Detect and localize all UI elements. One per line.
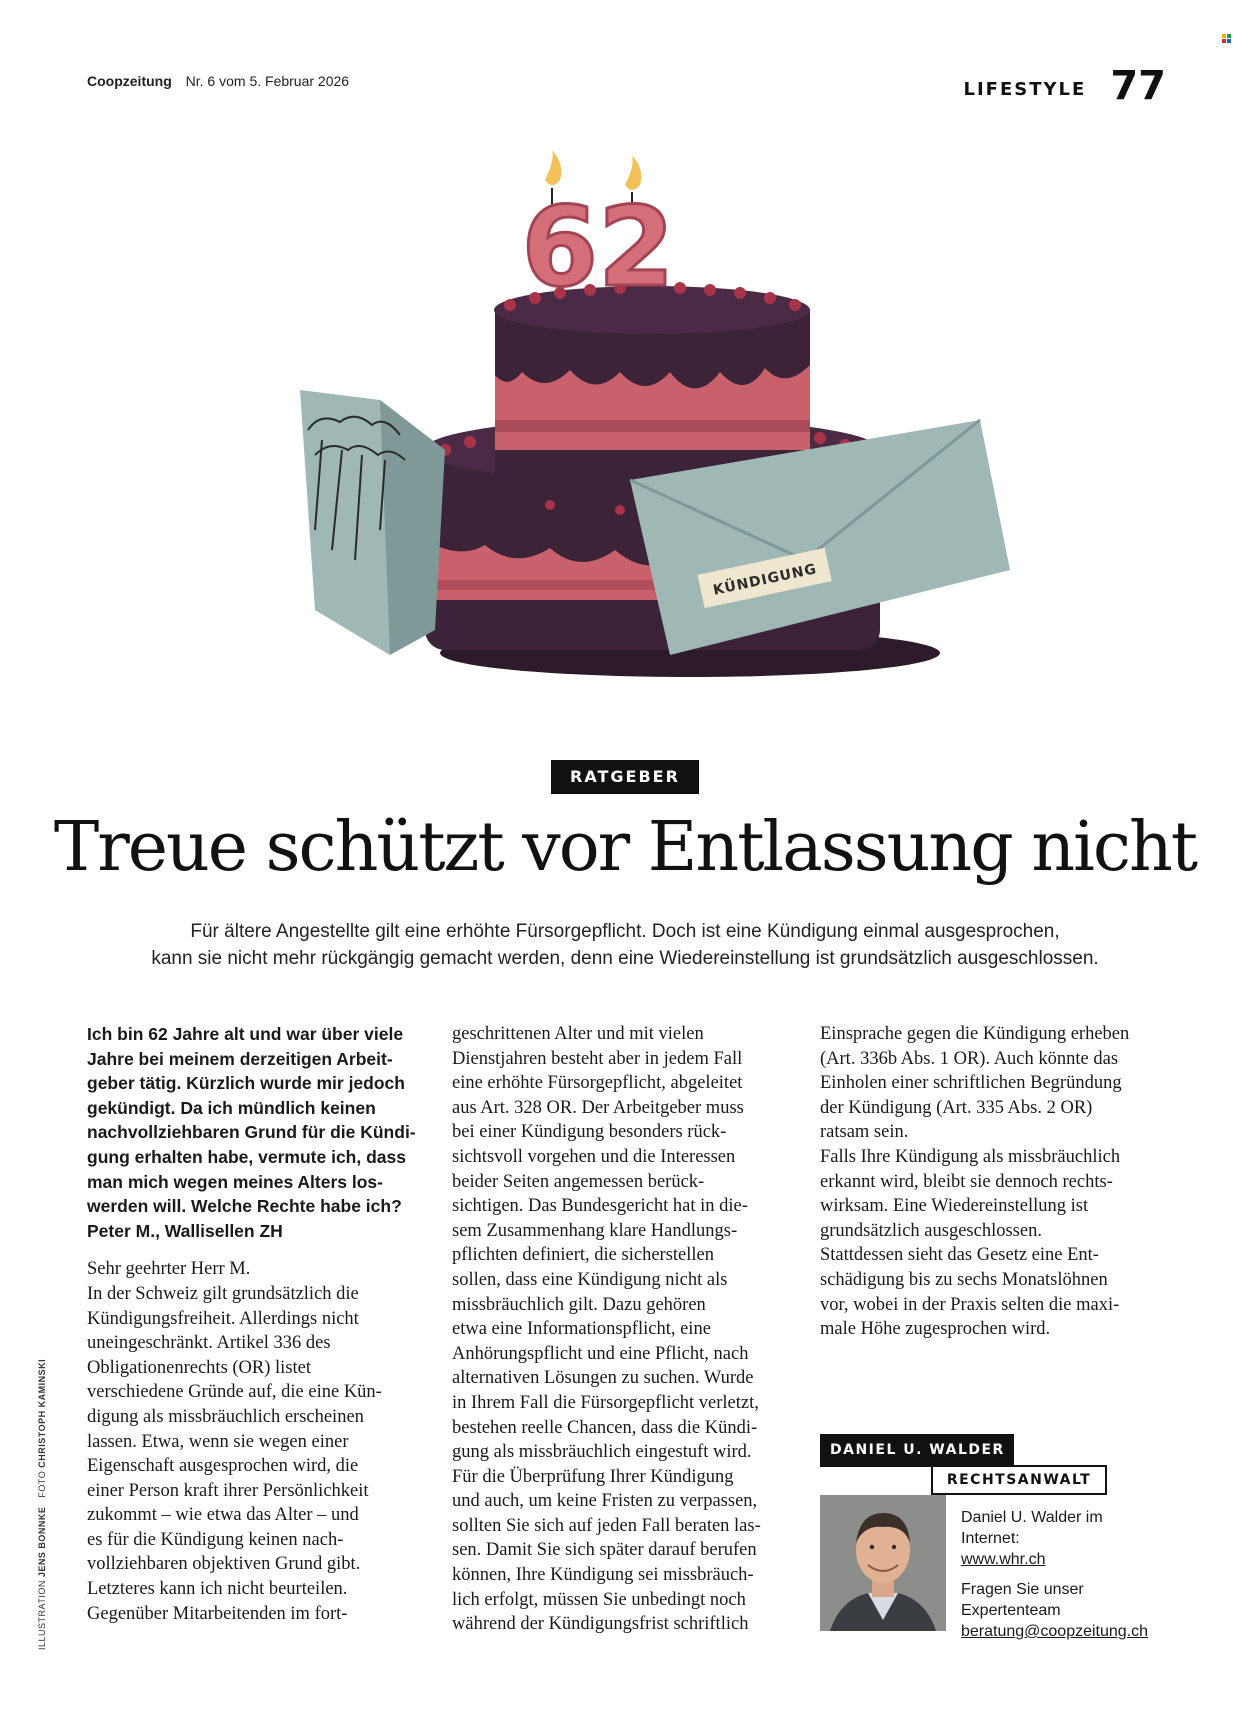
question-line: gekündigt. Da ich mündlich keinen	[87, 1097, 376, 1118]
section-title: LIFESTYLE	[963, 79, 1087, 100]
answer-text	[87, 1257, 427, 1626]
text-line: und auch, um keine Fristen zu verpassen,	[452, 1491, 758, 1512]
lead-line: Für ältere Angestellte gilt eine erhöhte Fürsorgepflicht. Doch ist eine Kündigung einmal ausgesprochen,	[190, 921, 1060, 942]
text-line: male Höhe zugesprochen wird.	[820, 1319, 1051, 1340]
candle-flame-icon	[545, 150, 561, 185]
text-line: es für die Kündigung keinen nach-	[87, 1529, 344, 1550]
question-line: nachvollziehbaren Grund für die Kündi-	[87, 1122, 416, 1143]
text-line: Dienstjahren besteht aber in jedem Fall	[452, 1048, 743, 1069]
question-line: gung erhalten habe, vermute ich, dass	[87, 1146, 406, 1167]
publication-name: Coopzeitung	[87, 73, 172, 89]
question-line: Ich bin 62 Jahre alt und war über viele	[87, 1024, 404, 1044]
article-column-1	[87, 1022, 427, 1626]
text-line: bei einer Kündigung besonders rück-	[452, 1122, 727, 1143]
text-line: grundsätzlich ausgeschlossen.	[820, 1220, 1042, 1241]
text-line: sollen, dass eine Kündigung nicht als	[452, 1269, 728, 1290]
text-line: In der Schweiz gilt grundsätzlich die	[87, 1283, 359, 1304]
text-line: uneingeschränkt. Artikel 336 des	[87, 1333, 331, 1354]
text-line: Letzteres kann ich nicht beurteilen.	[87, 1579, 348, 1600]
article-lead	[80, 918, 1170, 972]
text-line: lich erfolgt, müssen Sie unbedingt noch	[452, 1589, 746, 1610]
text-line: in Ihrem Fall die Fürsorgepflicht verletzt,	[452, 1392, 759, 1413]
internet-label: Daniel U. Walder im Internet:	[961, 1509, 1103, 1547]
text-line: sichtsvoll vorgehen und die Interessen	[452, 1146, 736, 1167]
illustration-credit-name: JENS BONNKE	[37, 1506, 47, 1578]
section-header	[963, 63, 1166, 109]
text-line: Sehr geehrter Herr M.	[87, 1259, 251, 1280]
photo-credit-label: FOTO	[37, 1470, 47, 1498]
text-line: sem Zusammenhang klare Handlungs-	[452, 1220, 738, 1241]
text-line: Für die Überprüfung Ihrer Kündigung	[452, 1466, 734, 1487]
text-line: digung als missbräuchlich erscheinen	[87, 1406, 364, 1427]
text-line: missbräuchlich gilt. Dazu gehören	[452, 1294, 706, 1315]
text-line: verschiedene Gründe auf, die eine Kün-	[87, 1382, 382, 1403]
text-line: lassen. Etwa, wenn sie wegen einer	[87, 1431, 349, 1452]
text-line: ratsam sein.	[820, 1122, 909, 1143]
text-line: eine erhöhte Fürsorgepflicht, abgeleitet	[452, 1073, 743, 1094]
website-link[interactable]: www.whr.ch	[961, 1551, 1046, 1568]
author-role: RECHTSANWALT	[931, 1465, 1107, 1495]
text-line: Obligationenrechts (OR) listet	[87, 1357, 312, 1378]
page-number: 77	[1110, 63, 1166, 109]
text-line: beider Seiten angemessen berück-	[452, 1171, 705, 1192]
question-line: Jahre bei meinem derzeitigen Arbeit-	[87, 1048, 393, 1069]
text-line: sen. Damit Sie sich später darauf berufen	[452, 1540, 757, 1561]
text-line: pflichten definiert, die sicherstellen	[452, 1245, 714, 1266]
author-portrait	[820, 1495, 946, 1631]
question-line: werden will. Welche Rechte habe ich?	[87, 1196, 402, 1217]
text-line: Falls Ihre Kündigung als missbräuchlich	[820, 1146, 1121, 1167]
author-contact	[961, 1507, 1161, 1642]
text-line: während der Kündigungsfrist schriftlich	[452, 1614, 749, 1635]
text-line: können, Ihre Kündigung sei missbräuch-	[452, 1565, 754, 1586]
text-line: Gegenüber Mitarbeitenden im fort-	[87, 1603, 348, 1624]
question-author: Peter M., Wallisellen ZH	[87, 1220, 283, 1241]
text-line: gung als missbräuchlich eingestuft wird.	[452, 1442, 752, 1463]
article-headline: Treue schützt vor Entlassung nicht	[53, 808, 1197, 887]
question-prompt: Expertenteam	[961, 1602, 1061, 1619]
text-line: vollziehbaren objektiven Grund gibt.	[87, 1554, 361, 1575]
question-line: man mich wegen meines Alters los-	[87, 1171, 383, 1192]
candle-number: 62	[521, 183, 675, 311]
greeting-card-icon	[300, 390, 445, 655]
text-line: zukommt – wie etwa das Alter – und	[87, 1505, 359, 1526]
text-line: vor, wobei in der Praxis selten die maxi-	[820, 1294, 1120, 1315]
image-credits	[37, 1359, 47, 1650]
illustration-credit-label: ILLUSTRATION	[37, 1580, 47, 1650]
text-line: bestehen reelle Chancen, dass die Kündi-	[452, 1417, 758, 1438]
print-mark-icon	[1222, 34, 1232, 44]
text-line: etwa eine Informationspflicht, eine	[452, 1319, 711, 1340]
issue-info: Nr. 6 vom 5. Februar 2026	[185, 73, 350, 89]
text-line: wirksam. Eine Wiedereinstellung ist	[820, 1196, 1089, 1217]
text-line: geschrittenen Alter und mit vielen	[452, 1024, 704, 1044]
article-kicker: RATGEBER	[551, 760, 699, 794]
text-line: (Art. 336b Abs. 1 OR). Auch könnte das	[820, 1048, 1119, 1069]
masthead	[87, 73, 349, 89]
text-line: alternativen Lösungen zu suchen. Wurde	[452, 1368, 754, 1389]
text-line: sollten Sie sich auf jeden Fall beraten las-	[452, 1515, 761, 1536]
question-prompt: Fragen Sie unser	[961, 1581, 1084, 1598]
text-line: Eigenschaft ausgesprochen wird, die	[87, 1456, 359, 1477]
lead-line: kann sie nicht mehr rückgängig gemacht werden, denn eine Wiedereinstellung ist grundsätzlich ausgeschlossen.	[151, 948, 1099, 969]
text-line: aus Art. 328 OR. Der Arbeitgeber muss	[452, 1097, 744, 1118]
text-line: schädigung bis zu sechs Monatslöhnen	[820, 1269, 1108, 1290]
text-line: einer Person kraft ihrer Persönlichkeit	[87, 1480, 369, 1501]
text-line: Einholen einer schriftlichen Begründung	[820, 1073, 1122, 1094]
birthday-cake-illustration	[260, 150, 1120, 730]
question-line: geber tätig. Kürzlich wurde mir jedoch	[87, 1073, 405, 1094]
article-column-2	[452, 1022, 797, 1637]
text-line: der Kündigung (Art. 335 Abs. 2 OR)	[820, 1097, 1093, 1118]
text-line: Stattdessen sieht das Gesetz eine Ent-	[820, 1245, 1099, 1266]
reader-question	[87, 1022, 427, 1243]
text-line: Anhörungspflicht und eine Pflicht, nach	[452, 1343, 749, 1364]
letter-label: KÜNDIGUNG	[711, 561, 819, 599]
text-line: Einsprache gegen die Kündigung erheben	[820, 1024, 1130, 1044]
author-name: DANIEL U. WALDER	[820, 1434, 1014, 1466]
article-column-3	[820, 1022, 1165, 1342]
photo-credit-name: CHRISTOPH KAMINSKI	[37, 1358, 47, 1468]
email-link[interactable]: beratung@coopzeitung.ch	[961, 1623, 1149, 1640]
text-line: Kündigungsfreiheit. Allerdings nicht	[87, 1308, 359, 1329]
text-line: erkannt wird, bleibt sie dennoch rechts-	[820, 1171, 1113, 1192]
text-line: sichtigen. Das Bundesgericht hat in die-	[452, 1196, 748, 1217]
author-divider	[820, 1465, 932, 1467]
